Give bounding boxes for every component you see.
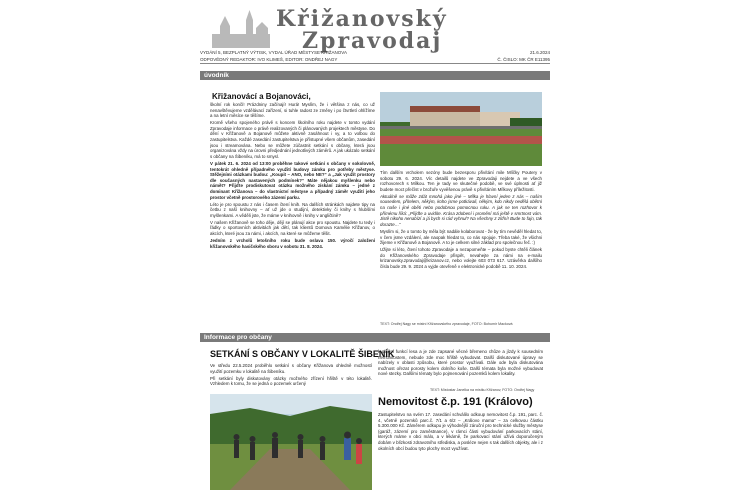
masthead-divider: [200, 63, 550, 64]
paragraph: Užijte si léto, čtení tohoto Zpravodaje a nezapomeňte – pokud byste chtěli článek do Křižanovského Zpravodaje přispět, nevahejte za námi na e-mailu krizanovsky.zpravodaj@krizanov.cz, nebo volejte 603 073 617. Uzávěrka dalšího čísla bude 29. 9. 2024 a vyjde otevřeně v elektronické podobě 11. 10. 2024.: [380, 247, 542, 269]
sibenik-caption: TEXT: Místostar Janelka na místku Křižanov, FOTO: Ondřej Nagy: [430, 388, 535, 392]
paragraph: Myslím si, že o tomto by měla být nadále kolaborovat - že by tím nevěděl hledat to, v čem jsme vzdálení, ale naopak hledat to, co nás spojuje. Třeba také, že všichni žijeme v Křižanově a Bojanově. A to je celkem silné základ pro společnou řeč. :): [380, 228, 542, 246]
paragraph: školní rok končí! Prázdniny začínají! Hurá! Myslím, že i většina z nás, co už nenavštěvujeme vzdělávací zařízení, si tuhle radost ze změny i po čtvrtletí ohlížíme a na letní měsíce se těšíme.: [210, 102, 375, 119]
editorial-caption: TEXT: Ondřej Nagy se místní Křižanovského zpravodaje, FOTO: Bohumír Macková: [380, 322, 513, 326]
paragraph: Při setkání byly diskutovány otázky možného zřízení hřiště v této lokalitě. Vzhledem k tomu, že se jedná o pozemek určený: [210, 375, 372, 387]
greeting: Křižanovácí a Bojanováci,: [212, 92, 311, 101]
section-bar-uvodnik: úvodník: [200, 71, 550, 80]
editors: ODPOVĚDNÝ REDAKTOR: IVO KLIMEŠ, EDITOR: ONDŘEJ NAGY: [200, 57, 338, 62]
section-bar-informace: Informace pro občany: [200, 333, 550, 342]
nemovitost-column: [378, 412, 543, 496]
paragraph: V našem Křižanově se toho děje, dějí se plánují akce pro spoustu. Najdete tu tedy i řádky o sportovních aktivitách jak dětí, tak klientů Domova Kamélie Křižanov, o akcích, které jsou za námi, i akcích, na které se můžeme těšit.: [210, 219, 375, 237]
sibenik-column-2: [378, 349, 543, 387]
masthead-title-line2: Zpravodaj: [302, 28, 443, 54]
paragraph: Kromě všeho spojeného právě s koncem školního roku najdete v tomto vydání Zpravodaje informace o právě realizovaných či plánovaných projektech městyse. Do dění v Křižanově a Bojanově můžete aktivně zasáhnout i vy, a to volbou do zastupitelstva. Každé zasedání zastupitelstva je přístupné všem občanům, zasedání jsou i streamována. Nebo se můžete zúčastnit setkání s občany, která jsou organizována vždy na úrovni předjednání jednotlivých záměrů. A jak ukázalo setkání s občany na Šibeníku, má to smysl.: [210, 120, 375, 159]
sibenik-column-1: [210, 363, 372, 393]
paragraph: Jedním z vrcholů letošního roku bude oslava 150. výročí založení křižanovského hasičského sboru v sobotu 31. 8. 2024.: [210, 238, 375, 249]
paragraph: Ve středu 22.5.2024 proběhlo setkání s občany Křižanova ohledně možností využití pozemku v lokalitě na Šibeníku.: [210, 363, 372, 374]
paragraph: V pátek 21. 6. 2024 od 13:00 proběhne takové setkání s občany v sokolovně, tentokrát ohledně případného využití budovy zámku pro potřeby městyse. Stěžejními otázkami budou: „Koupit – ANO, nebo NE?“ a „Jak využít prostory dle současných nastavených podmínek?“ Máte nějakou myšlenku nebo námět? Přijďte prodiskutovat otázku možného získání zámku – jedné z dominant Křižanova – do vlastnictví městyse a případný záměr využití jeho prostor včetně prostorového zázemí parku.: [210, 160, 375, 200]
paragraph: Zastupitelstvo na svém 17. zasedání schválilo odkoup nemovitost č.p. 191, parc. č. 4, včetně pozemků parc.č. 7/1 a 6/2 – „Královo mama“ – za celkovou částku 5.300.000 Kč. Záměrem odkupu je výhodnější záruční pro technické služby městyse (garáž, zázemí pro zaměstnance), v rámci části vybudování parkovacích stání, kterých máme v obci málo, a v lékárně, že parkovací stání užívá doporučeným dobám v blízkosti zdravotního střediska, a posléze nejen s tak dalších objekty, ale i z okolních obcí budou tyto plochy moct využívat.: [378, 412, 543, 451]
meeting-photo: [210, 394, 372, 490]
masthead-meta-row2: [200, 57, 550, 62]
paragraph: Aktuálně se může zdát mnohá jako jiné – Mílka je hlavní jeden z nás – našim sousedem, přítelem, někým, koho jsme potkávali, někým, kdo nikdy nedělá obětní na naše i jiné oběti nebo podobnou pomocnou ruku. A jak se ten rozhovor k přímému říká: „Přijďte a uvidíte. Krása zdobení i promění má ještě v smrtnost vám. Jistě nikoho nenabízí a já bych si rád vyhnul? Na všechny z zítřní! Bude to fajn, tak dorazte…“: [380, 193, 542, 227]
paragraph: Tím dalším vrcholem sezóny bude bezesporu přivítání mile Mlíčky Poutery v sobotu 29. 6. 2024. Víc detailů najdete ve Zpravodaji nejdete a ve všech rozhovorech s Mílkou. Ten je tady ve skutečné podobě, ve své úplnosti ať již budete moct přečíst v brožuře vyvěšenou právě s přivítáním Mílkovy příležitosti.: [380, 170, 542, 192]
headline-sibenik: SETKÁNÍ S OBČANY V LOKALITĚ ŠIBENÍK: [210, 349, 395, 359]
issue-date: 21.6.2024: [529, 50, 550, 55]
registration-number: Č. ČISLO: MK ČR E11395: [497, 57, 550, 62]
skyline-logo: [206, 8, 276, 48]
editorial-column-2: [380, 170, 542, 310]
issue-info: VYDÁNÍ 5, BEZPLATNÝ VÝTISK, VYDAL ÚŘAD MĚSTYSE KŘIŽANOVA: [200, 50, 347, 55]
headline-nemovitost: Nemovitost č.p. 191 (Královo): [378, 396, 533, 408]
masthead-meta-row1: [200, 50, 550, 55]
school-photo: [380, 92, 542, 166]
paragraph: Léto je pro spoustu z nás i časem čtení knih. Na dalších stránkách najdete tipy na četbu z naší knihovny – ať už jde o studijní, detektivky či knihy s hlubšími myšlenkami. A věděli jste, že máme v knihovně i knihy v angličtině?: [210, 201, 375, 218]
paragraph: k plnění funkcí lesa a je zde zapsané věcné břemeno chůze a jízdy k sousedním nemovitostem, nebude zde moc hřiště vybudovat. Další diskutované úpravy se nabízely v oblasti způsobu, které prostor využívali. Dále ode byla diskutována možnost ořezat porosty kolem dolního koše. Další témata byla možné vybudovat nové stezky. Dalšími tématy bylo pojmenování pozemků kolem lokality.: [378, 349, 543, 377]
masthead-title-line1: Křižanovský: [276, 6, 448, 32]
editorial-column-1: [210, 102, 375, 330]
